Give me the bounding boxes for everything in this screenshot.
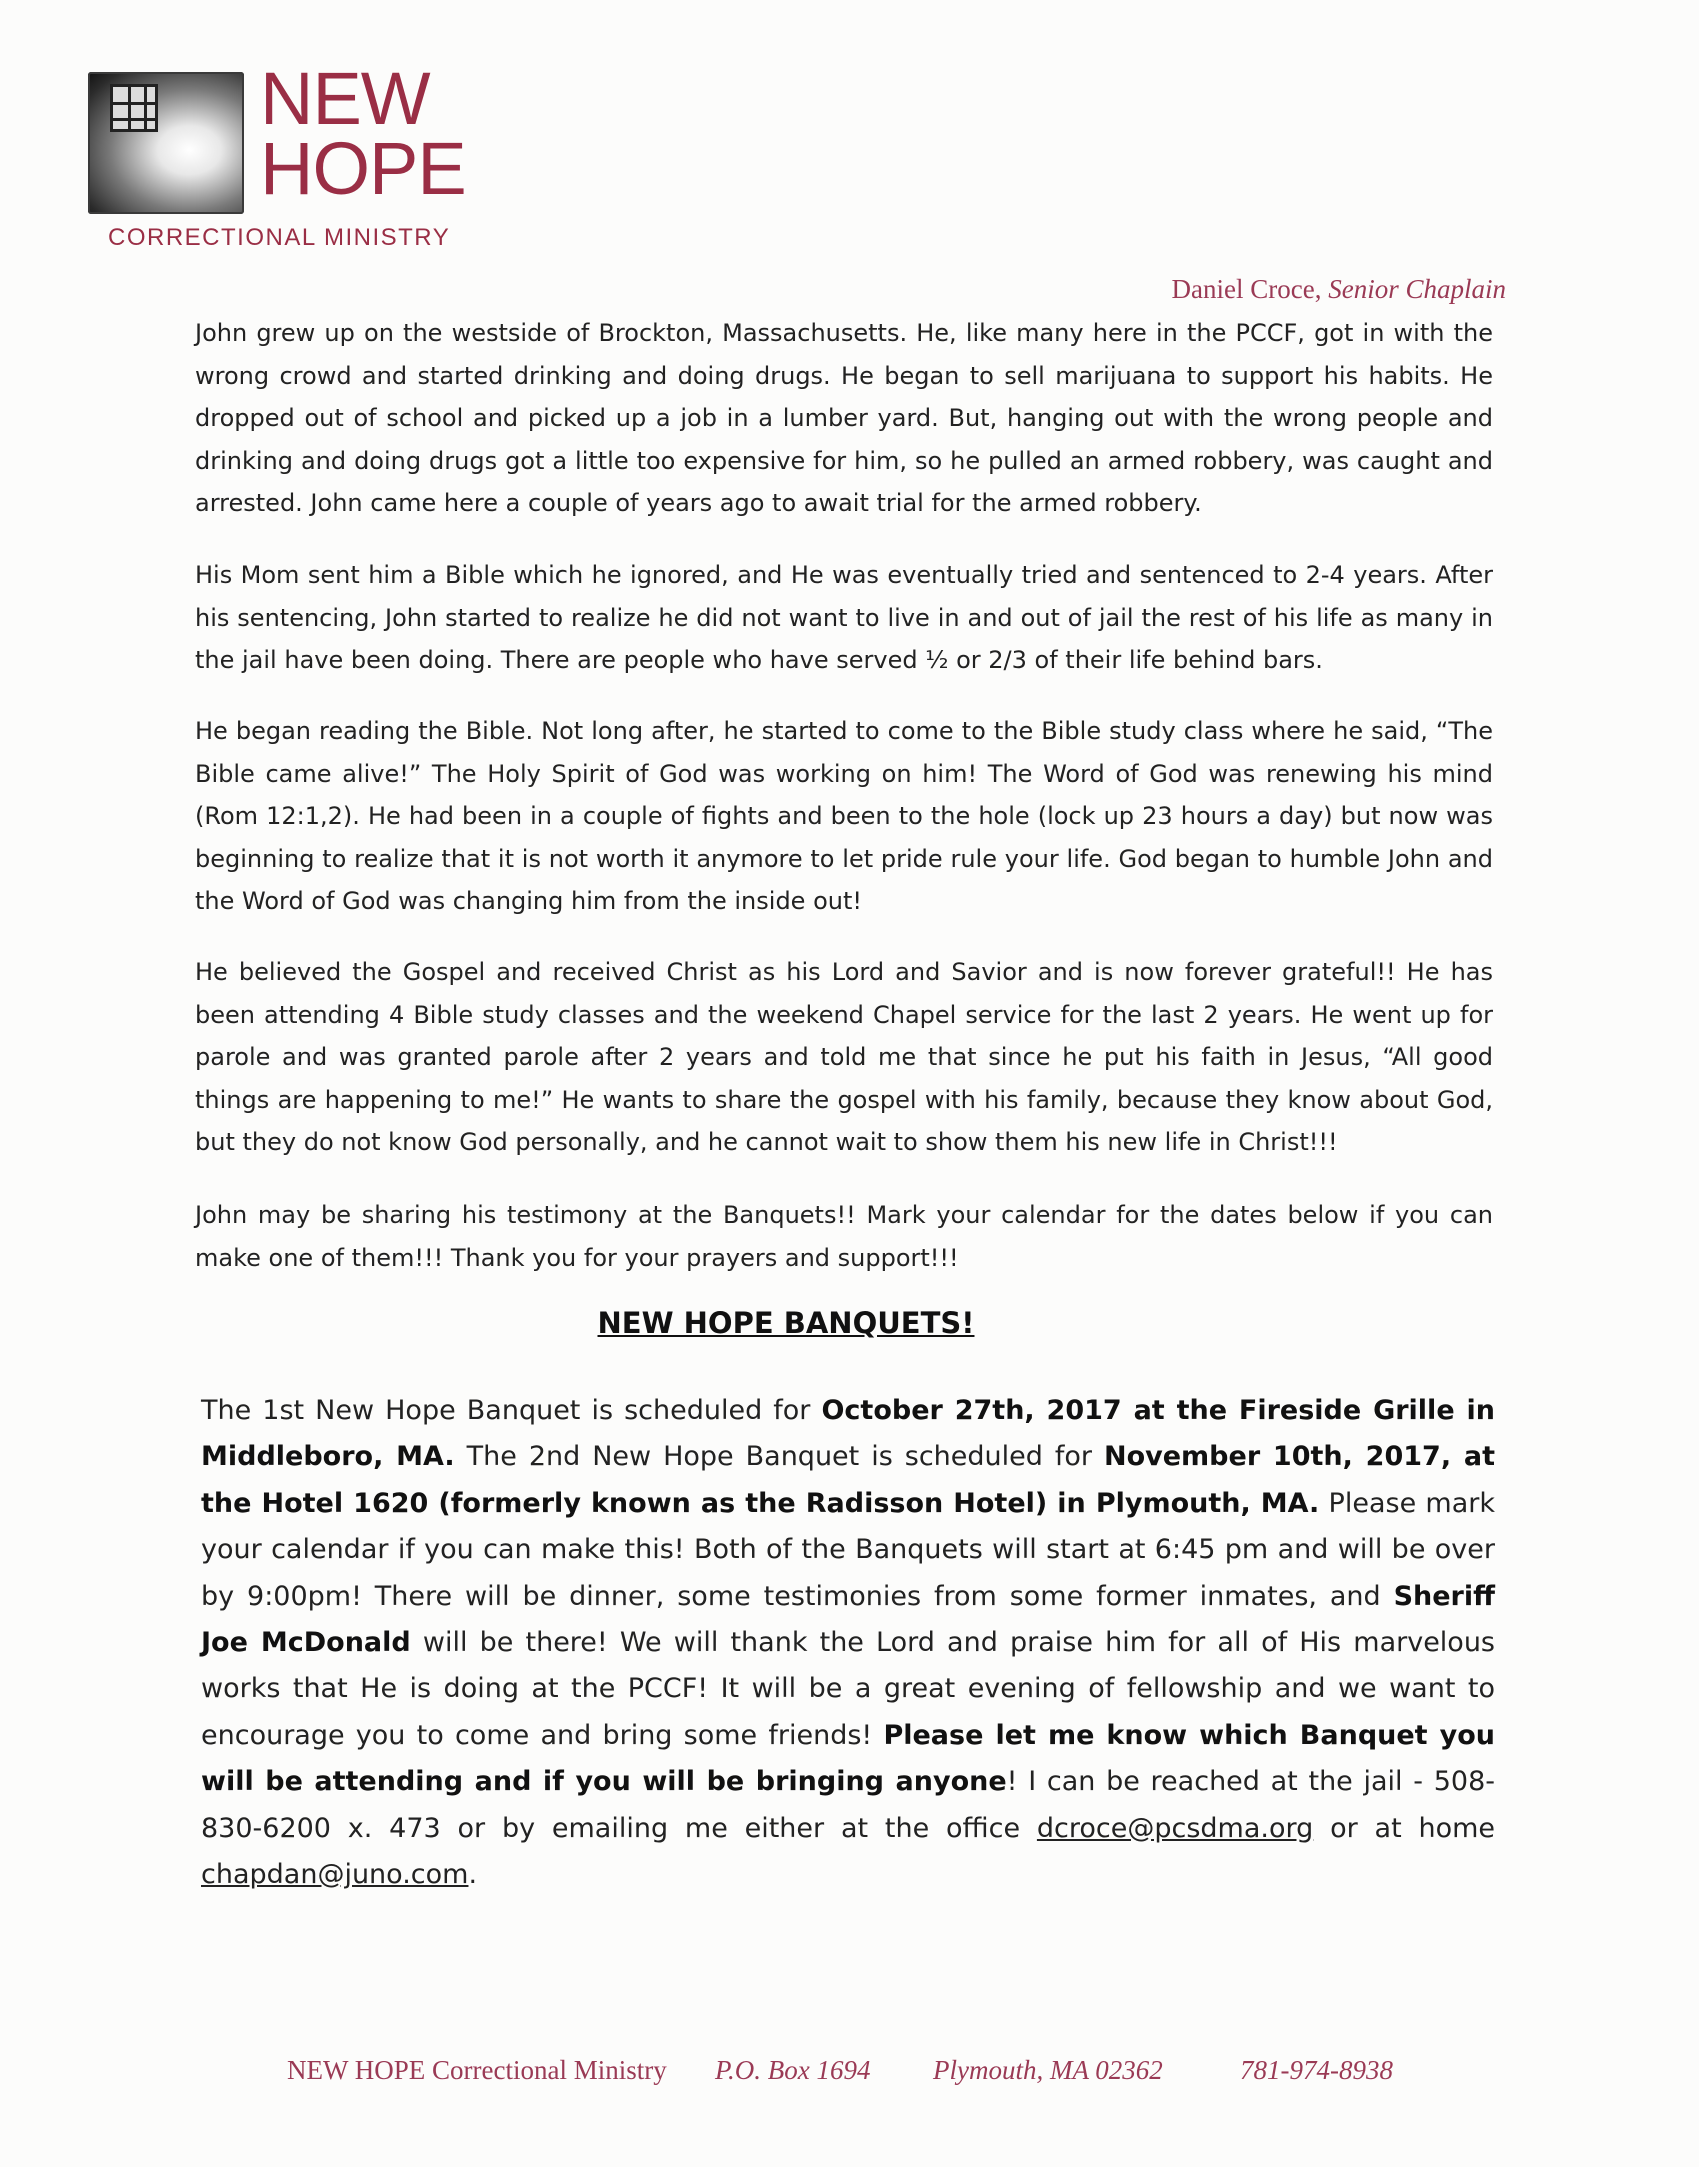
banquet-date-1: October 27th, 2017 at the Fireside Grille in Middleboro, MA. <box>201 1395 1495 1473</box>
paragraph-3: He began reading the Bible. Not long after, he started to come to the Bible study class where he said, “The Bible came alive!” The Holy Spirit of God was working on him! The Word of God was renewing his mind (Rom 12:1,2). He had been in a couple of fights and been to the hole (lock up 23 hours a day) but now was beginning to realize that it is not worth it anymore to let pride rule your life. God began to humble John and the Word of God was changing him from the inside out! <box>195 717 1493 915</box>
banquet-date-2: November 10th, 2017, at the Hotel 1620 (formerly known as the Radisson Hotel) in Plymouth, MA. <box>201 1441 1495 1519</box>
letterhead <box>88 57 508 262</box>
footer-org: NEW HOPE Correctional Ministry <box>287 2055 667 2085</box>
banquet-text-1: The 1st New Hope Banquet is scheduled for <box>201 1395 822 1426</box>
sheriff-name: Sheriff Joe McDonald <box>201 1580 1495 1659</box>
footer-city: Plymouth, MA 02362 <box>933 2055 1163 2085</box>
banquet-text-6: or at home <box>1313 1812 1496 1844</box>
banquets-heading: NEW HOPE BANQUETS! <box>597 1306 975 1340</box>
footer-phone: 781-974-8938 <box>1240 2055 1393 2085</box>
banquet-text-4: will be there! We will thank the Lord and praise him for all of His marvelous works that He is doing at the PCCF! It will be a great evening of fellowship and we want to encourage you to come and bring some friends! <box>201 1627 1496 1751</box>
signature-line <box>1172 274 1506 305</box>
banquet-paragraph <box>201 1388 1495 1898</box>
banquet-text-5: ! I can be reached at the jail - 508-830-6200 x. 473 or by emailing me either at the office <box>201 1766 1495 1844</box>
paragraph-2: His Mom sent him a Bible which he ignored, and He was eventually tried and sentenced to 2-4 years. After his sentencing, John started to realize he did not want to live in and out of jail the rest of his life as many in the jail have been doing. There are people who have served ½ or 2/3 of their life behind bars. <box>195 561 1493 674</box>
logo-word-hope: HOPE <box>260 127 466 210</box>
email-office-link[interactable]: dcroce@pcsdma.org <box>1036 1812 1314 1844</box>
logo-window-image <box>88 72 244 214</box>
window-bars-icon <box>110 84 158 132</box>
signature-name: Daniel Croce, <box>1171 274 1322 304</box>
banquet-text-7: . <box>468 1859 478 1891</box>
logo-subtitle: CORRECTIONAL MINISTRY <box>108 224 451 251</box>
footer-po-box: P.O. Box 1694 <box>715 2055 871 2085</box>
email-home-link[interactable]: chapdan@juno.com <box>201 1859 469 1891</box>
banquet-text-3: Please mark your calendar if you can make this! Both of the Banquets will start at 6:45 pm and will be over by 9:00pm! There will be dinner, some testimonies from some former inmates, and <box>201 1487 1495 1612</box>
logo-word-new: NEW <box>260 57 430 140</box>
paragraph-5: John may be sharing his testimony at the Banquets!! Mark your calendar for the dates below if you can make one of them!!! Thank you for your prayers and support!!! <box>195 1201 1493 1272</box>
rsvp-request: Please let me know which Banquet you will be attending and if you will be bringing anyone <box>201 1719 1495 1798</box>
paragraph-4: He believed the Gospel and received Christ as his Lord and Savior and is now forever grateful!! He has been attending 4 Bible study classes and the weekend Chapel service for the last 2 years. He went up for parole and was granted parole after 2 years and told me that since he put his faith in Jesus, “All good things are happening to me!” He wants to share the gospel with his family, because they know about God, but they do not know God personally, and he cannot wait to show them his new life in Christ!!! <box>195 958 1493 1156</box>
paragraph-1: John grew up on the westside of Brockton, Massachusetts. He, like many here in the PCCF, got in with the wrong crowd and started drinking and doing drugs. He began to sell marijuana to support his habits. He dropped out of school and picked up a job in a lumber yard. But, hanging out with the wrong people and drinking and doing drugs got a little too expensive for him, so he pulled an armed robbery, was caught and arrested. John came here a couple of years ago to await trial for the armed robbery. <box>195 319 1493 517</box>
signature-title: Senior Chaplain <box>1328 274 1506 304</box>
banquet-text-2: The 2nd New Hope Banquet is scheduled for <box>454 1441 1104 1473</box>
